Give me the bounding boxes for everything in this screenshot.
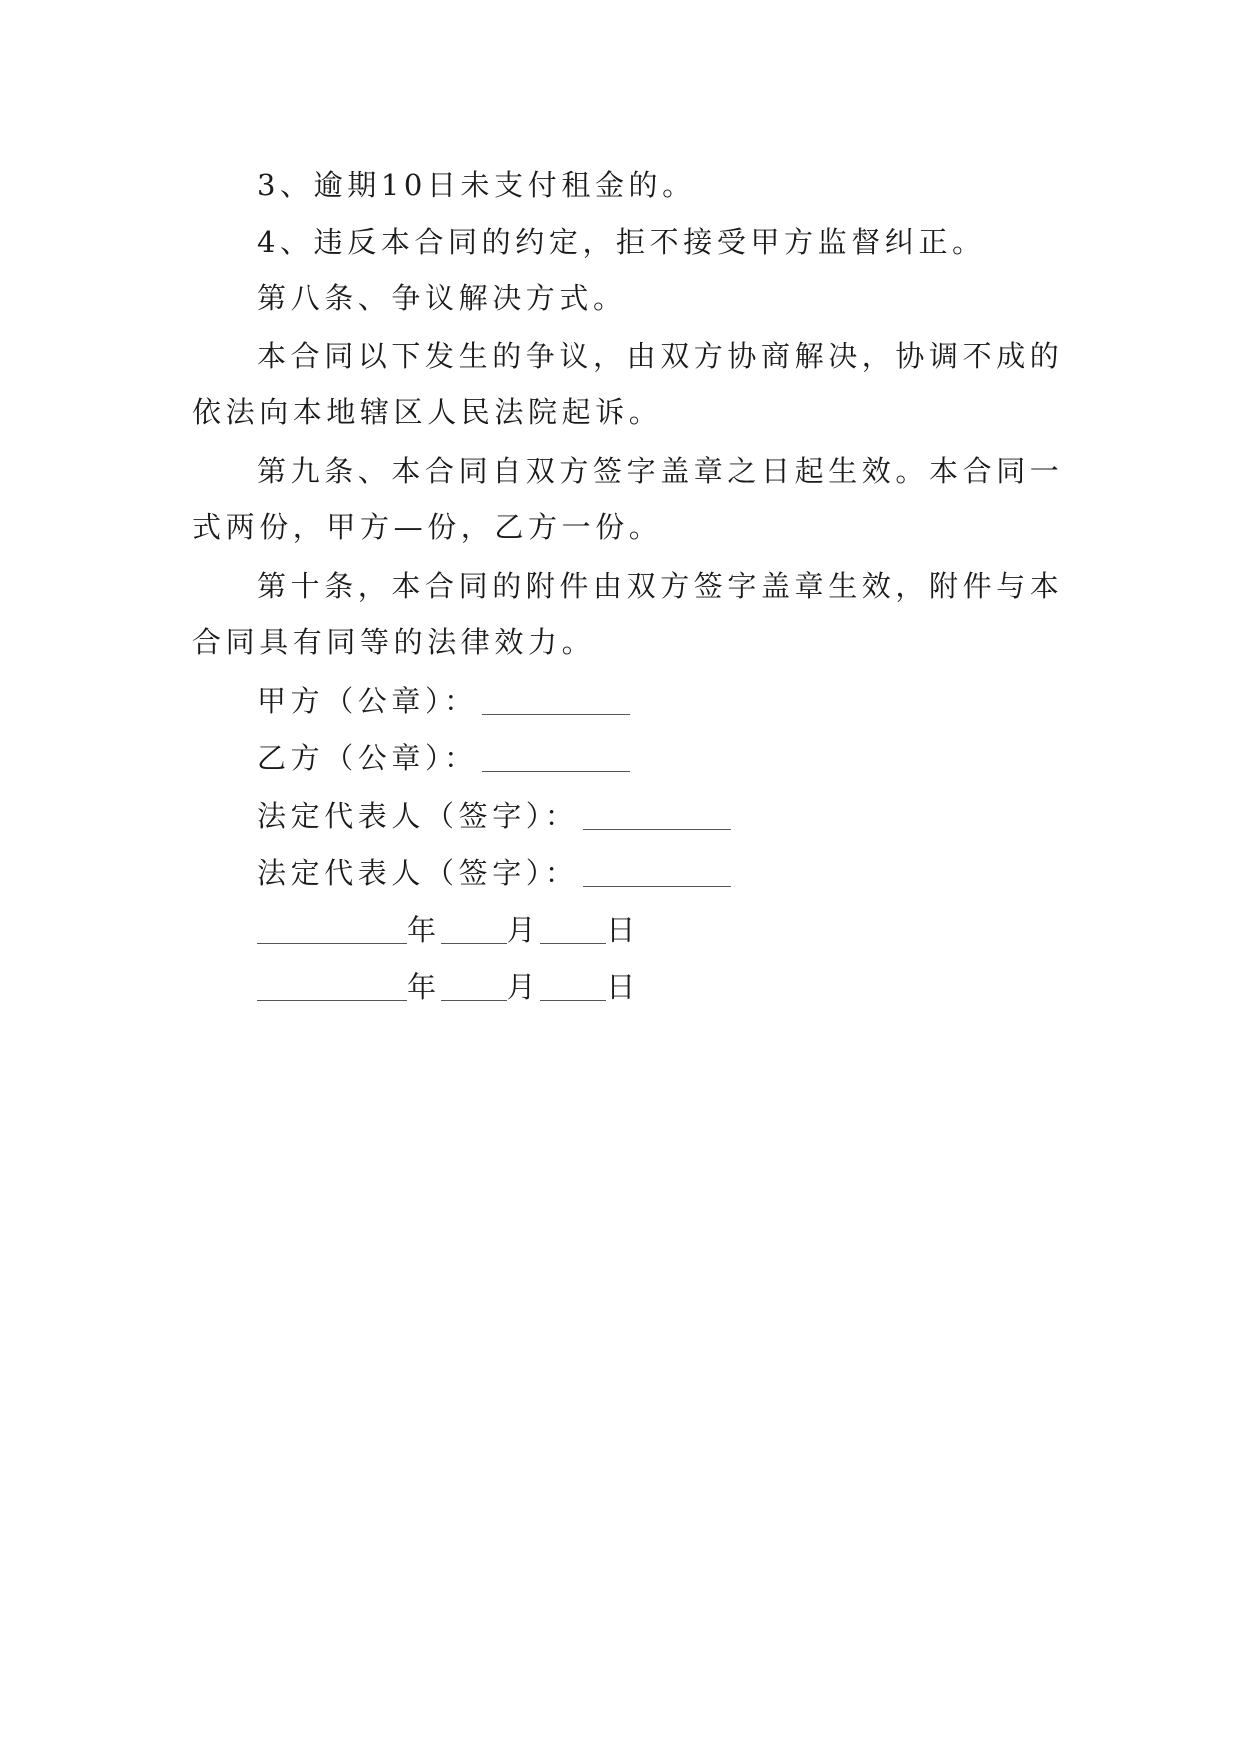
- party-a-seal-blank: [482, 684, 630, 715]
- article-8-title: 第八条、争议解决方式。: [257, 281, 627, 315]
- day-unit: 日: [606, 913, 640, 947]
- year-blank: [257, 913, 407, 944]
- day-unit: 日: [606, 970, 640, 1004]
- date-row-2: [257, 966, 640, 1007]
- article-10-line-2: 合同具有同等的法律效力。: [192, 625, 596, 659]
- month-blank: [441, 970, 507, 1001]
- clause-3: 3、逾期10日未支付租金的。: [257, 168, 696, 202]
- legal-rep-b-label: 法定代表人（签字）：: [257, 856, 579, 890]
- legal-rep-b-signature-row: [257, 852, 731, 893]
- article-10-line-1: 第十条，本合同的附件由双方签字盖章生效，附件与本: [257, 569, 1064, 603]
- party-b-seal-label: 乙方（公章）：: [257, 741, 478, 775]
- party-b-seal-blank: [482, 741, 630, 772]
- month-unit: 月: [506, 913, 541, 947]
- legal-rep-a-label: 法定代表人（签字）：: [257, 799, 579, 833]
- year-unit: 年: [407, 913, 441, 947]
- month-unit: 月: [506, 970, 541, 1004]
- article-8-body-line-1: 本合同以下发生的争议，由双方协商解决，协调不成的: [257, 339, 1064, 373]
- legal-rep-a-blank: [583, 799, 731, 830]
- party-b-signature-row: [257, 737, 630, 778]
- legal-rep-b-blank: [583, 856, 731, 887]
- party-a-signature-row: [257, 680, 630, 721]
- day-blank: [540, 913, 606, 944]
- date-row-1: [257, 909, 640, 950]
- month-blank: [441, 913, 507, 944]
- article-8-body-line-2: 依法向本地辖区人民法院起诉。: [192, 395, 663, 429]
- article-9-line-1: 第九条、本合同自双方签字盖章之日起生效。本合同一: [257, 454, 1064, 488]
- party-a-seal-label: 甲方（公章）：: [257, 684, 478, 718]
- year-blank: [257, 970, 407, 1001]
- legal-rep-a-signature-row: [257, 795, 731, 836]
- clause-4: 4、违反本合同的约定，拒不接受甲方监督纠正。: [257, 225, 986, 259]
- article-9-line-2: 式两份，甲方—份，乙方一份。: [192, 510, 663, 544]
- year-unit: 年: [407, 970, 441, 1004]
- day-blank: [540, 970, 606, 1001]
